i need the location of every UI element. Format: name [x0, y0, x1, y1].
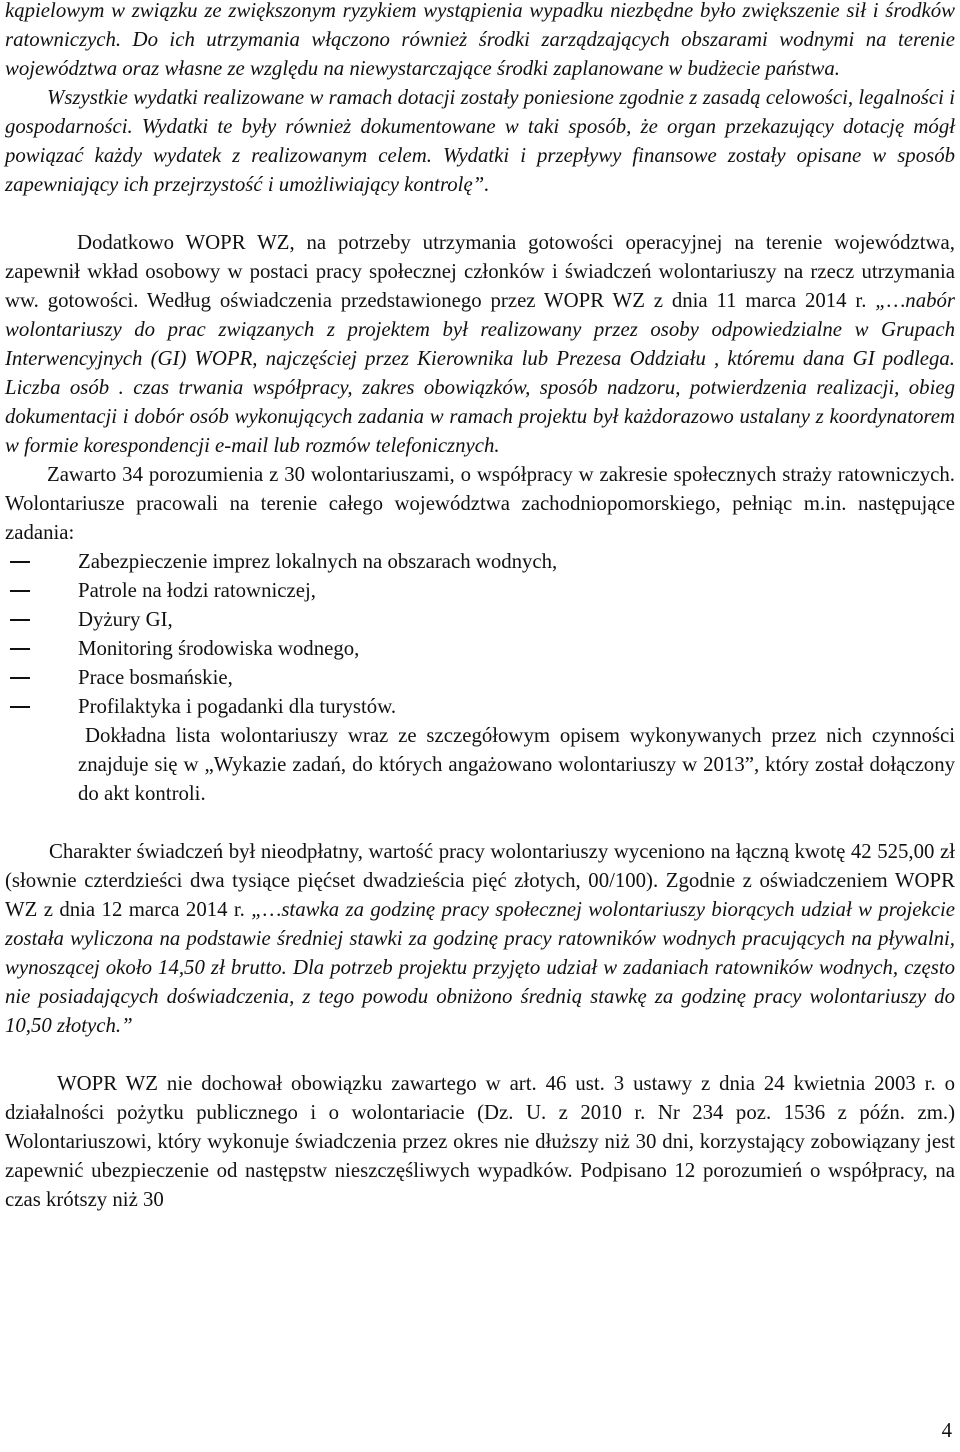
list-item: Zabezpieczenie imprez lokalnych na obszarach wodnych, — [5, 547, 955, 576]
list-item: Dyżury GI, — [5, 605, 955, 634]
paragraph-value-of-work — [5, 837, 955, 1040]
task-list — [5, 547, 955, 721]
list-item: Prace bosmańskie, — [5, 663, 955, 692]
list-item: Profilaktyka i pogadanki dla turystów. — [5, 692, 955, 721]
spacer — [5, 808, 955, 837]
paragraph-agreements: Zawarto 34 porozumienia z 30 wolontariuszami, o współpracy w zakresie społecznych straży ratowniczych. Wolontariusze pracowali na terenie całego województwa zachodniopomorskiego, pełniąc m.in. następujące zadania: — [5, 463, 955, 544]
paragraph-quote-continuation: kąpielowym w związku ze zwiększonym ryzykiem wystąpienia wypadku niezbędne było zwiększenie sił i środków ratowniczych. Do ich utrzymania włączono również środki zarządzających obszarami wodnymi na terenie województwa oraz własne ze względu na niewystarczające środki zaplanowane w budżecie państwa. — [5, 0, 955, 80]
paragraph-value-intro: Charakter świadczeń był nieodpłatny, wartość pracy wolontariuszy wyceniono na łączną kwotę 42 525,00 zł (słownie czterdzieści dwa tysiące pięćset dwadzieścia pięć złotych, 00/100). Zgodnie z oświadczeniem WOPR WZ z dnia 12 marca 2014 r. — [5, 840, 955, 921]
paragraph-volunteer-intro: Dodatkowo WOPR WZ, na potrzeby utrzymania gotowości operacyjnej na terenie województwa, zapewnił wkład osobowy w postaci pracy społecznej członków i świadczeń wolontariuszy na rzecz utrzymania ww. gotowości. Według oświadczenia przedstawionego przez WOPR WZ z dnia 11 marca 2014 r. — [5, 231, 955, 312]
list-item: Monitoring środowiska wodnego, — [5, 634, 955, 663]
list-item: Patrole na łodzi ratowniczej, — [5, 576, 955, 605]
paragraph-volunteer-quote: „…nabór wolontariuszy do prac związanych z projektem był realizowany przez osoby odpowiedzialne w Grupach Interwencyjnych (GI) WOPR, najczęściej przez Kierownika lub Prezesa Oddziału , któremu dana GI podlega. Liczba osób . czas trwania współpracy, zakres obowiązków, sposób nadzoru, potwierdzenia realizacji, obieg dokumentacji i dobór osób wykonujących zadania w ramach projektu był każdorazowo ustalany z koordynatorem w formie korespondencji e-mail lub rozmów telefonicznych. — [5, 289, 955, 457]
paragraph-volunteer-contribution — [5, 228, 955, 460]
paragraph-value-quote: „…stawka za godzinę pracy społecznej wolontariuszy biorących udział w projekcie została wyliczona na podstawie średniej stawki za godzinę pracy ratowników wodnych pracujących na pływalni, wynoszącej około 14,50 zł brutto. Dla potrzeb projektu przyjęto udział w zadaniach ratowników wodnych, często nie posiadających doświadczenia, z tego powodu obniżono średnią stawkę za godzinę pracy wolontariuszy do 10,50 złotych.” — [5, 898, 955, 1037]
spacer — [5, 199, 955, 228]
paragraph-quote-expenses: Wszystkie wydatki realizowane w ramach dotacji zostały poniesione zgodnie z zasadą celowości, legalności i gospodarności. Wydatki te były również dokumentowane w taki sposób, że organ przekazujący dotację mógł powiązać każdy wydatek z realizowanym celem. Wydatki i przepływy finansowe zostały opisane w sposób zapewniający ich przejrzystość i umożliwiający kontrolę”. — [5, 86, 955, 196]
document-page — [5, 0, 955, 1214]
spacer — [5, 1040, 955, 1069]
page-number: 4 — [941, 1419, 952, 1442]
paragraph-insurance-obligation: WOPR WZ nie dochował obowiązku zawartego w art. 46 ust. 3 ustawy z dnia 24 kwietnia 2003 r. o działalności pożytku publicznego i o wolontariacie (Dz. U. z 2010 r. Nr 234 poz. 1536 z późn. zm.) Wolontariuszowi, który wykonuje świadczenia przez okres nie dłuższy niż 30 dni, korzystający zobowiązany jest zapewnić ubezpieczenie od następstw nieszczęśliwych wypadków. Podpisano 12 porozumień o współpracy, na czas krótszy niż 30 — [5, 1072, 955, 1211]
paragraph-volunteer-list-note: Dokładna lista wolontariuszy wraz ze szczegółowym opisem wykonywanych przez nich czynności znajduje się w „Wykazie zadań, do których angażowano wolontariuszy w 2013”, który został dołączony do akt kontroli. — [78, 724, 955, 805]
